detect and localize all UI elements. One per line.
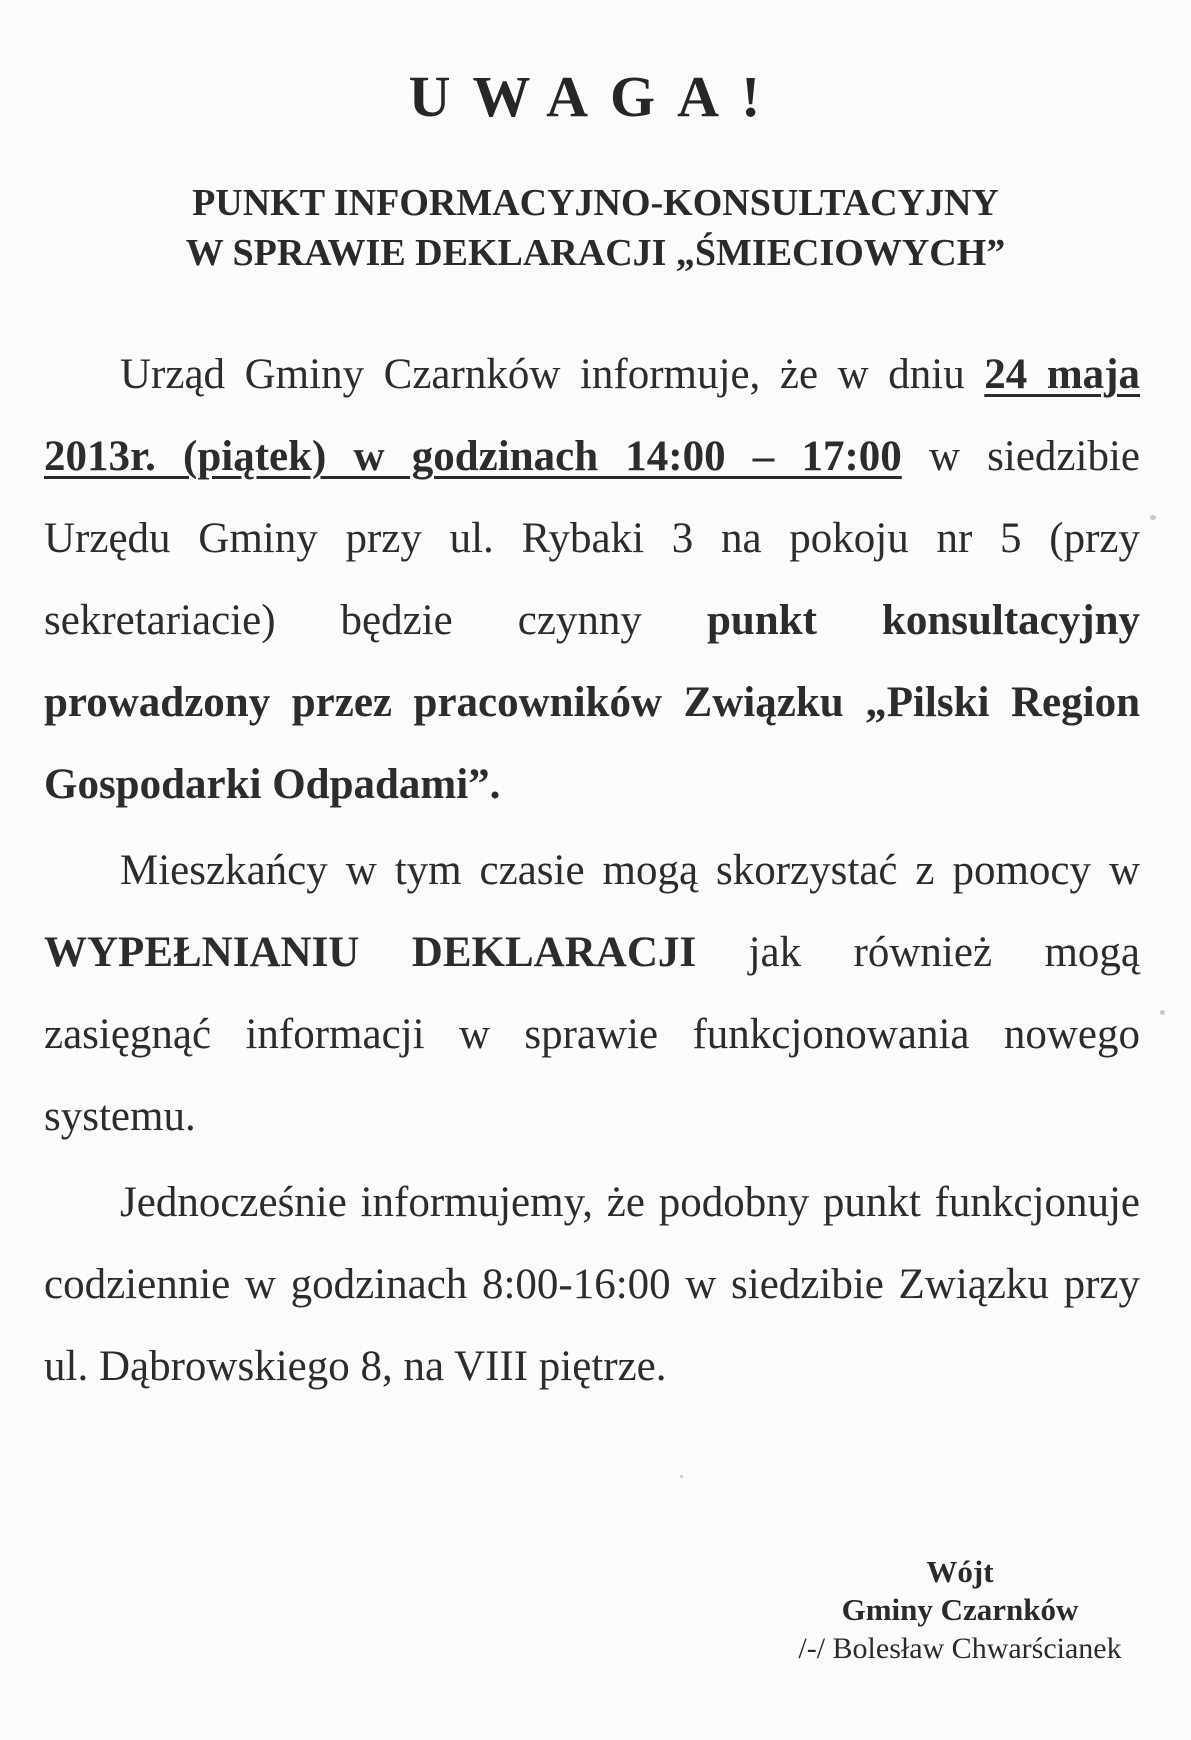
paragraph-3 xyxy=(44,1162,1140,1408)
paragraph-1-intro: Urząd Gminy Czarnków informuje, że w dniu xyxy=(120,351,985,398)
paragraph-1 xyxy=(44,334,1140,826)
signature-role: Wójt xyxy=(926,1554,994,1589)
scan-speck xyxy=(680,1475,683,1478)
paragraph-1-location: w siedzibie Urzędu Gminy przy ul. Rybaki 3 na pokoju nr 5 (przy sekretariacie) będzie czynny xyxy=(44,433,1141,644)
signature-office: Gminy Czarnków xyxy=(841,1592,1079,1627)
scan-speck xyxy=(1150,515,1156,520)
notice-subtitle xyxy=(0,178,1191,278)
notice-title: UWAGA! xyxy=(408,64,783,129)
paragraph-2-outro: jak również mogą zasięgnąć informacji w sprawie funkcjonowania nowego systemu. xyxy=(44,929,1141,1140)
declaration-help-highlight: WYPEŁNIANIU DEKLARACJI xyxy=(44,929,697,976)
signature-name: /-/ Bolesław Chwarścianek xyxy=(798,1632,1122,1665)
paragraph-2 xyxy=(44,830,1140,1158)
paragraph-3-text: Jednocześnie informujemy, że podobny punkt funkcjonuje codziennie w godzinach 8:00-16:00 w siedzibie Związku przy ul. Dąbrowskiego 8, na VIII piętrze. xyxy=(44,1179,1140,1390)
paragraph-2-intro: Mieszkańcy w tym czasie mogą skorzystać z pomocy w xyxy=(120,847,1140,894)
signature-block xyxy=(770,1553,1150,1669)
subtitle-line-1: PUNKT INFORMACYJNO-KONSULTACYJNY xyxy=(192,182,999,224)
consultation-point-highlight: punkt konsultacyjny prowadzony przez pracowników Związku „Pilski Region Gospodarki Odpadami”. xyxy=(44,597,1141,808)
scan-speck xyxy=(1160,1010,1165,1015)
notice-body xyxy=(44,334,1140,1412)
subtitle-line-2: W SPRAWIE DEKLARACJI „ŚMIECIOWYCH” xyxy=(185,232,1006,274)
event-date-time: 24 maja 2013r. (piątek) w godzinach 14:00 – 17:00 xyxy=(44,351,1141,480)
